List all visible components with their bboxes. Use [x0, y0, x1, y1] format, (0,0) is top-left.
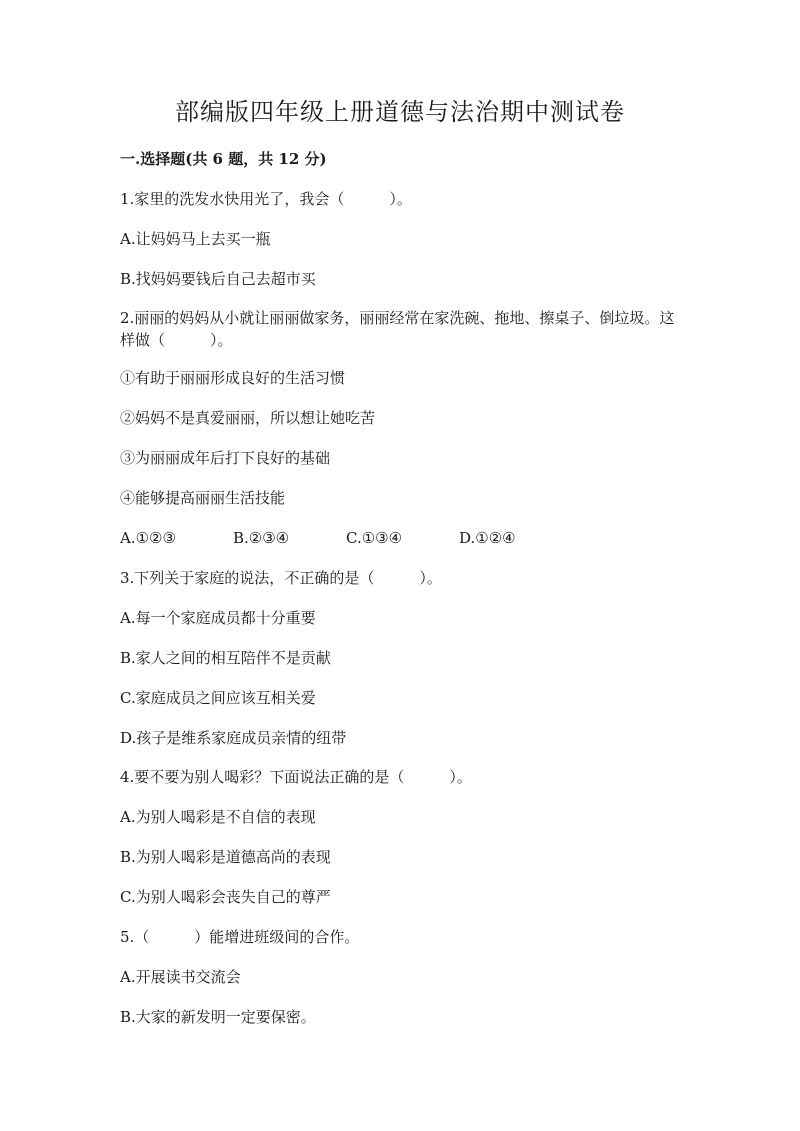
question-5-option-a: A.开展读书交流会 — [120, 968, 241, 986]
question-2-statement-4: ④能够提高丽丽生活技能 — [120, 489, 286, 507]
question-2-statement-3: ③为丽丽成年后打下良好的基础 — [120, 449, 331, 467]
question-5-stem: 5.（ ）能增进班级间的合作。 — [120, 928, 360, 946]
question-1-option-b: B.找妈妈要钱后自己去超市买 — [120, 270, 316, 288]
question-5-option-b: B.大家的新发明一定要保密。 — [120, 1008, 316, 1026]
question-3-option-c: C.家庭成员之间应该互相关爱 — [120, 689, 316, 707]
question-4-stem: 4.要不要为别人喝彩？下面说法正确的是（ ）。 — [120, 768, 472, 786]
question-3-stem: 3.下列关于家庭的说法，不正确的是（ ）。 — [120, 569, 442, 587]
question-3-option-b: B.家人之间的相互陪伴不是贡献 — [120, 649, 331, 667]
question-1-stem: 1.家里的洗发水快用光了，我会（ ）。 — [120, 190, 412, 208]
question-2-option-d: D.①②④ — [459, 529, 516, 547]
question-3-option-a: A.每一个家庭成员都十分重要 — [120, 609, 316, 627]
question-3-option-d: D.孩子是维系家庭成员亲情的纽带 — [120, 729, 347, 747]
question-2-stem: 2.丽丽的妈妈从小就让丽丽做家务，丽丽经常在家洗碗、拖地、擦桌子、倒垃圾。这样做（ ）。 — [120, 309, 675, 349]
question-2-option-c: C.①③④ — [346, 529, 403, 547]
question-4-option-c: C.为别人喝彩会丧失自己的尊严 — [120, 888, 331, 906]
section-heading: 一.选择题(共 6 题，共 12 分) — [120, 150, 327, 168]
question-2-option-a: A.①②③ — [120, 529, 176, 547]
question-4-option-b: B.为别人喝彩是道德高尚的表现 — [120, 848, 331, 866]
page-title: 部编版四年级上册道德与法治期中测试卷 — [175, 98, 625, 126]
question-2-statement-2: ②妈妈不是真爱丽丽，所以想让她吃苦 — [120, 409, 376, 427]
question-1-option-a: A.让妈妈马上去买一瓶 — [120, 230, 271, 248]
question-2-statement-1: ①有助于丽丽形成良好的生活习惯 — [120, 369, 346, 387]
question-2-option-b: B.②③④ — [233, 529, 290, 547]
question-4-option-a: A.为别人喝彩是不自信的表现 — [120, 808, 316, 826]
